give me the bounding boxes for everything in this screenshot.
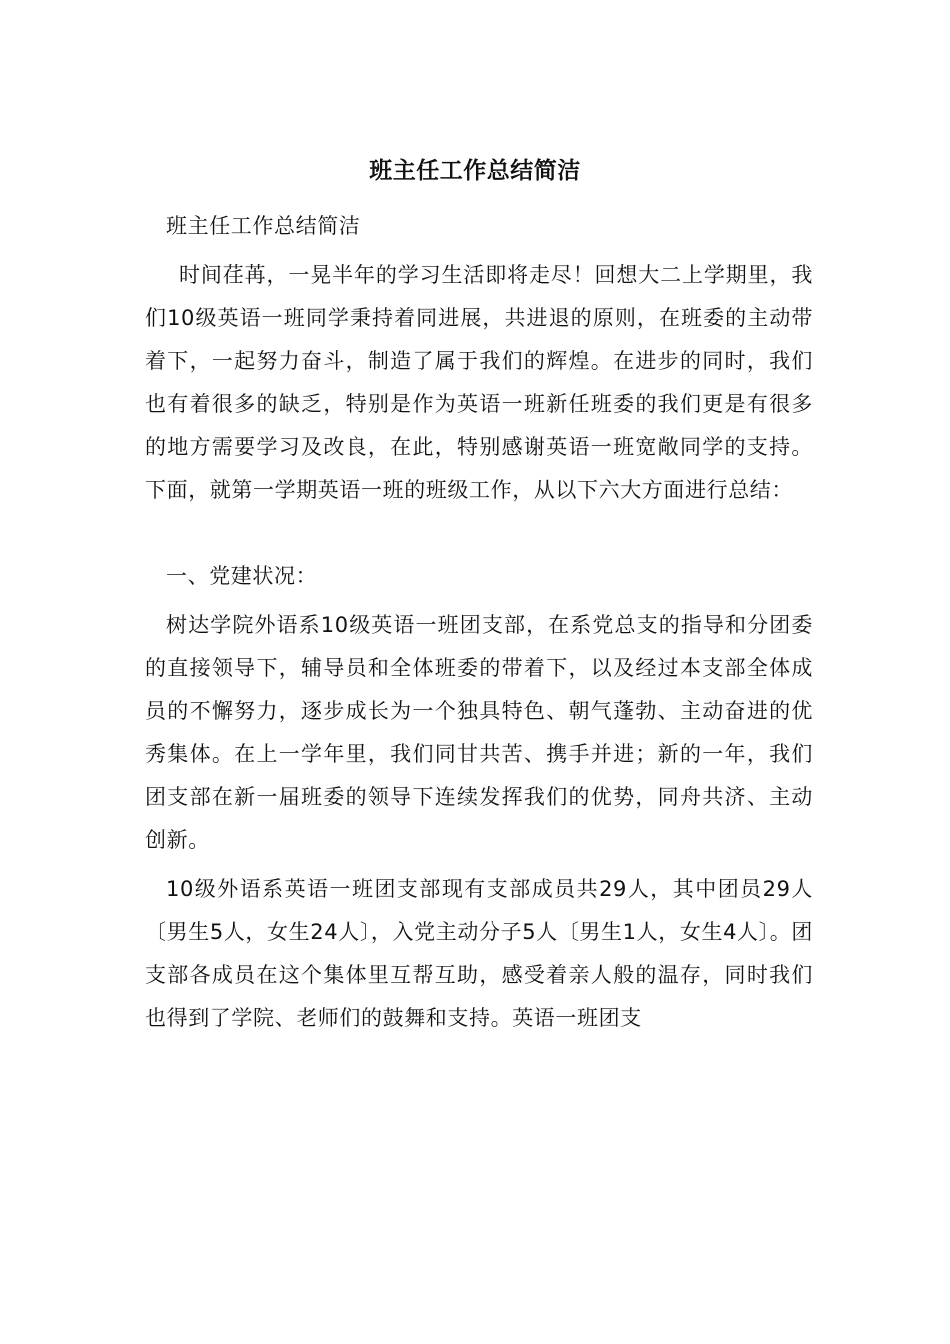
paragraph-intro: 时间荏苒，一晃半年的学习生活即将走尽！回想大二上学期里，我们10级英语一班同学秉持着同进展，共进退的原则，在班委的主动带着下，一起努力奋斗，制造了属于我们的辉煌。在进步的同时，我们也有着很多的缺乏，特别是作为英语一班新任班委的我们更是有很多的地方需要学习及改良，在此，特别感谢英语一班宽敞同学的支持。下面，就第一学期英语一班的班级工作，从以下六大方面进行总结： — [145, 263, 813, 502]
paragraph-party-building-1: 树达学院外语系10级英语一班团支部，在系党总支的指导和分团委的直接领导下，辅导员和全体班委的带着下，以及经过本支部全体成员的不懈努力，逐步成长为一个独具特色、朝气蓬勃、主动奋进的优秀集体。在上一学年里，我们同甘共苦、携手并进；新的一年，我们团支部在新一届班委的领导下连续发挥我们的优势，同舟共济、主动创新。 — [145, 613, 813, 852]
document-subtitle: 班主任工作总结简洁 — [166, 214, 361, 238]
document-title: 班主任工作总结简洁 — [369, 158, 581, 184]
paragraph-party-building-2: 10级外语系英语一班团支部现有支部成员共29人，其中团员29人〔男生5人，女生24人〕，入党主动分子5人〔男生1人，女生4人〕。团支部各成员在这个集体里互帮互助，感受着亲人般的温存，同时我们也得到了学院、老师们的鼓舞和支持。英语一班团支 — [145, 877, 813, 1030]
section-heading-party-building: 一、党建状况： — [166, 564, 318, 588]
document-body — [145, 205, 813, 1040]
blank-line — [145, 512, 813, 555]
